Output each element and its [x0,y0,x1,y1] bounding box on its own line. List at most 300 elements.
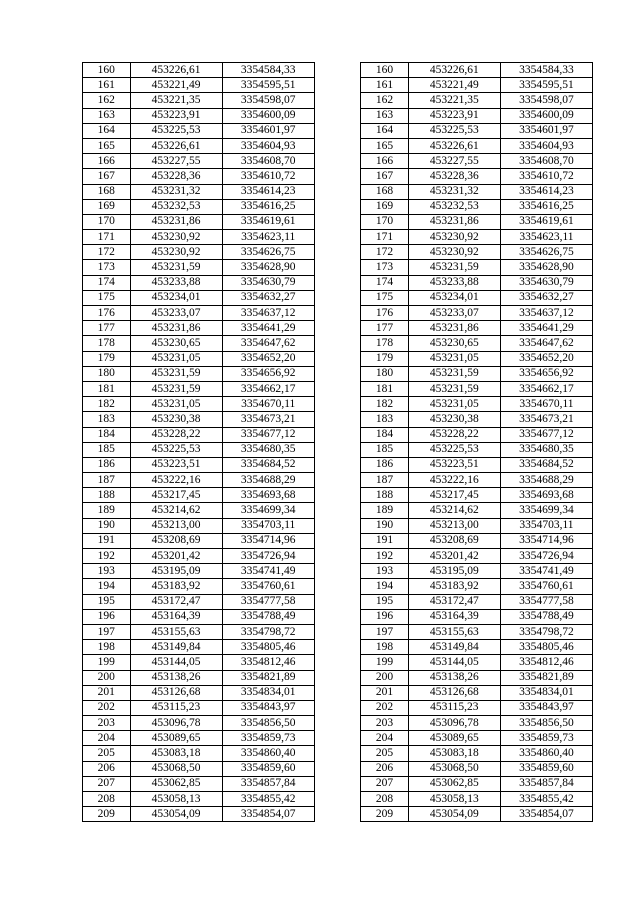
left-y-coordinate: 3354600,09 [222,108,314,123]
table-row [83,78,593,93]
right-point-number: 179 [361,351,409,366]
left-y-coordinate: 3354637,12 [222,306,314,321]
left-y-coordinate: 3354601,97 [222,123,314,138]
left-point-number: 178 [83,336,131,351]
right-x-coordinate: 453058,13 [408,792,500,807]
right-point-number: 177 [361,321,409,336]
left-x-coordinate: 453144,05 [130,655,222,670]
coordinate-table [82,62,593,822]
right-y-coordinate: 3354600,09 [500,108,592,123]
right-x-coordinate: 453230,92 [408,245,500,260]
right-point-number: 167 [361,169,409,184]
right-x-coordinate: 453213,00 [408,518,500,533]
table-row [83,427,593,442]
left-point-number: 167 [83,169,131,184]
column-gap [314,792,361,807]
table-row [83,746,593,761]
column-gap [314,381,361,396]
right-point-number: 198 [361,640,409,655]
table-row [83,761,593,776]
right-point-number: 196 [361,609,409,624]
left-point-number: 168 [83,184,131,199]
right-point-number: 190 [361,518,409,533]
right-x-coordinate: 453231,05 [408,397,500,412]
left-y-coordinate: 3354703,11 [222,518,314,533]
column-gap [314,609,361,624]
right-y-coordinate: 3354798,72 [500,624,592,639]
right-x-coordinate: 453225,53 [408,123,500,138]
left-x-coordinate: 453054,09 [130,807,222,822]
left-x-coordinate: 453172,47 [130,594,222,609]
table-row [83,700,593,715]
left-x-coordinate: 453155,63 [130,624,222,639]
left-y-coordinate: 3354619,61 [222,214,314,229]
right-point-number: 204 [361,731,409,746]
table-row [83,245,593,260]
right-x-coordinate: 453230,38 [408,412,500,427]
left-point-number: 204 [83,731,131,746]
right-x-coordinate: 453096,78 [408,716,500,731]
right-point-number: 183 [361,412,409,427]
right-x-coordinate: 453231,32 [408,184,500,199]
left-x-coordinate: 453231,86 [130,214,222,229]
left-point-number: 207 [83,776,131,791]
left-point-number: 206 [83,761,131,776]
left-y-coordinate: 3354647,62 [222,336,314,351]
right-y-coordinate: 3354684,52 [500,457,592,472]
table-row [83,214,593,229]
right-point-number: 176 [361,306,409,321]
right-point-number: 168 [361,184,409,199]
right-y-coordinate: 3354584,33 [500,63,592,78]
right-y-coordinate: 3354637,12 [500,306,592,321]
right-y-coordinate: 3354673,21 [500,412,592,427]
left-y-coordinate: 3354798,72 [222,624,314,639]
table-row [83,381,593,396]
column-gap [314,397,361,412]
left-point-number: 162 [83,93,131,108]
right-point-number: 201 [361,685,409,700]
right-point-number: 202 [361,700,409,715]
right-point-number: 163 [361,108,409,123]
right-y-coordinate: 3354703,11 [500,518,592,533]
right-x-coordinate: 453231,59 [408,260,500,275]
right-y-coordinate: 3354788,49 [500,609,592,624]
right-point-number: 180 [361,366,409,381]
right-point-number: 192 [361,549,409,564]
right-point-number: 175 [361,290,409,305]
right-point-number: 207 [361,776,409,791]
right-point-number: 166 [361,154,409,169]
left-y-coordinate: 3354688,29 [222,473,314,488]
left-point-number: 160 [83,63,131,78]
left-y-coordinate: 3354714,96 [222,533,314,548]
right-x-coordinate: 453217,45 [408,488,500,503]
right-point-number: 169 [361,199,409,214]
column-gap [314,716,361,731]
right-point-number: 160 [361,63,409,78]
right-point-number: 188 [361,488,409,503]
left-point-number: 187 [83,473,131,488]
table-row [83,609,593,624]
column-gap [314,579,361,594]
right-y-coordinate: 3354623,11 [500,230,592,245]
right-x-coordinate: 453232,53 [408,199,500,214]
left-x-coordinate: 453228,22 [130,427,222,442]
left-y-coordinate: 3354630,79 [222,275,314,290]
table-row [83,199,593,214]
left-x-coordinate: 453231,05 [130,397,222,412]
right-y-coordinate: 3354619,61 [500,214,592,229]
left-x-coordinate: 453233,07 [130,306,222,321]
right-x-coordinate: 453230,65 [408,336,500,351]
right-y-coordinate: 3354855,42 [500,792,592,807]
right-x-coordinate: 453226,61 [408,63,500,78]
column-gap [314,366,361,381]
left-y-coordinate: 3354623,11 [222,230,314,245]
table-row [83,336,593,351]
column-gap [314,700,361,715]
right-point-number: 186 [361,457,409,472]
left-point-number: 198 [83,640,131,655]
right-y-coordinate: 3354777,58 [500,594,592,609]
right-y-coordinate: 3354610,72 [500,169,592,184]
table-row [83,731,593,746]
left-point-number: 188 [83,488,131,503]
table-row [83,473,593,488]
left-y-coordinate: 3354610,72 [222,169,314,184]
left-x-coordinate: 453227,55 [130,154,222,169]
column-gap [314,655,361,670]
left-point-number: 209 [83,807,131,822]
right-x-coordinate: 453231,86 [408,214,500,229]
right-x-coordinate: 453230,92 [408,230,500,245]
column-gap [314,351,361,366]
left-x-coordinate: 453138,26 [130,670,222,685]
right-y-coordinate: 3354688,29 [500,473,592,488]
column-gap [314,503,361,518]
table-row [83,776,593,791]
left-y-coordinate: 3354652,20 [222,351,314,366]
left-x-coordinate: 453223,91 [130,108,222,123]
table-row [83,397,593,412]
left-y-coordinate: 3354584,33 [222,63,314,78]
left-x-coordinate: 453231,59 [130,366,222,381]
right-x-coordinate: 453164,39 [408,609,500,624]
left-x-coordinate: 453230,65 [130,336,222,351]
right-point-number: 206 [361,761,409,776]
table-row [83,275,593,290]
table-row [83,655,593,670]
left-x-coordinate: 453214,62 [130,503,222,518]
column-gap [314,321,361,336]
left-x-coordinate: 453222,16 [130,473,222,488]
column-gap [314,260,361,275]
right-y-coordinate: 3354857,84 [500,776,592,791]
left-x-coordinate: 453232,53 [130,199,222,214]
left-point-number: 179 [83,351,131,366]
left-x-coordinate: 453195,09 [130,564,222,579]
table-row [83,169,593,184]
left-x-coordinate: 453226,61 [130,63,222,78]
left-y-coordinate: 3354641,29 [222,321,314,336]
right-point-number: 193 [361,564,409,579]
table-row [83,518,593,533]
right-x-coordinate: 453227,55 [408,154,500,169]
right-x-coordinate: 453083,18 [408,746,500,761]
right-y-coordinate: 3354626,75 [500,245,592,260]
left-x-coordinate: 453223,51 [130,457,222,472]
table-row [83,306,593,321]
table-row [83,366,593,381]
right-x-coordinate: 453226,61 [408,138,500,153]
column-gap [314,306,361,321]
left-point-number: 164 [83,123,131,138]
left-y-coordinate: 3354812,46 [222,655,314,670]
table-row [83,230,593,245]
table-row [83,685,593,700]
right-y-coordinate: 3354614,23 [500,184,592,199]
table-row [83,792,593,807]
right-y-coordinate: 3354714,96 [500,533,592,548]
right-y-coordinate: 3354641,29 [500,321,592,336]
right-y-coordinate: 3354856,50 [500,716,592,731]
left-x-coordinate: 453217,45 [130,488,222,503]
left-x-coordinate: 453149,84 [130,640,222,655]
right-y-coordinate: 3354693,68 [500,488,592,503]
left-y-coordinate: 3354626,75 [222,245,314,260]
right-x-coordinate: 453089,65 [408,731,500,746]
left-y-coordinate: 3354595,51 [222,78,314,93]
left-y-coordinate: 3354662,17 [222,381,314,396]
left-point-number: 186 [83,457,131,472]
right-point-number: 195 [361,594,409,609]
right-y-coordinate: 3354834,01 [500,685,592,700]
right-x-coordinate: 453214,62 [408,503,500,518]
left-point-number: 174 [83,275,131,290]
right-y-coordinate: 3354670,11 [500,397,592,412]
left-y-coordinate: 3354684,52 [222,457,314,472]
table-row [83,533,593,548]
right-point-number: 173 [361,260,409,275]
column-gap [314,776,361,791]
right-point-number: 208 [361,792,409,807]
left-x-coordinate: 453083,18 [130,746,222,761]
right-y-coordinate: 3354726,94 [500,549,592,564]
right-point-number: 171 [361,230,409,245]
right-x-coordinate: 453223,51 [408,457,500,472]
right-y-coordinate: 3354805,46 [500,640,592,655]
table-row [83,503,593,518]
left-y-coordinate: 3354855,42 [222,792,314,807]
table-row [83,321,593,336]
right-x-coordinate: 453231,59 [408,366,500,381]
left-x-coordinate: 453230,92 [130,245,222,260]
column-gap [314,93,361,108]
column-gap [314,108,361,123]
column-gap [314,594,361,609]
left-y-coordinate: 3354614,23 [222,184,314,199]
right-y-coordinate: 3354628,90 [500,260,592,275]
right-point-number: 189 [361,503,409,518]
left-point-number: 192 [83,549,131,564]
table-row [83,412,593,427]
column-gap [314,473,361,488]
table-row [83,594,593,609]
right-y-coordinate: 3354741,49 [500,564,592,579]
left-point-number: 166 [83,154,131,169]
left-x-coordinate: 453231,59 [130,381,222,396]
right-point-number: 181 [361,381,409,396]
left-y-coordinate: 3354859,60 [222,761,314,776]
left-point-number: 171 [83,230,131,245]
column-gap [314,533,361,548]
right-point-number: 162 [361,93,409,108]
left-y-coordinate: 3354805,46 [222,640,314,655]
right-y-coordinate: 3354860,40 [500,746,592,761]
left-x-coordinate: 453230,38 [130,412,222,427]
right-x-coordinate: 453068,50 [408,761,500,776]
left-point-number: 180 [83,366,131,381]
left-point-number: 205 [83,746,131,761]
right-x-coordinate: 453126,68 [408,685,500,700]
right-y-coordinate: 3354760,61 [500,579,592,594]
column-gap [314,624,361,639]
right-y-coordinate: 3354601,97 [500,123,592,138]
left-x-coordinate: 453201,42 [130,549,222,564]
right-x-coordinate: 453234,01 [408,290,500,305]
column-gap [314,427,361,442]
column-gap [314,123,361,138]
left-y-coordinate: 3354859,73 [222,731,314,746]
right-y-coordinate: 3354854,07 [500,807,592,822]
left-point-number: 201 [83,685,131,700]
left-y-coordinate: 3354680,35 [222,442,314,457]
right-y-coordinate: 3354656,92 [500,366,592,381]
left-x-coordinate: 453208,69 [130,533,222,548]
right-point-number: 174 [361,275,409,290]
right-y-coordinate: 3354595,51 [500,78,592,93]
right-y-coordinate: 3354630,79 [500,275,592,290]
left-x-coordinate: 453231,86 [130,321,222,336]
left-x-coordinate: 453221,49 [130,78,222,93]
left-point-number: 200 [83,670,131,685]
right-point-number: 170 [361,214,409,229]
right-x-coordinate: 453231,59 [408,381,500,396]
left-point-number: 165 [83,138,131,153]
right-x-coordinate: 453231,86 [408,321,500,336]
right-y-coordinate: 3354699,34 [500,503,592,518]
left-y-coordinate: 3354598,07 [222,93,314,108]
left-point-number: 161 [83,78,131,93]
right-x-coordinate: 453233,88 [408,275,500,290]
right-y-coordinate: 3354647,62 [500,336,592,351]
right-point-number: 164 [361,123,409,138]
column-gap [314,807,361,822]
left-x-coordinate: 453231,05 [130,351,222,366]
table-row [83,138,593,153]
table-row [83,63,593,78]
right-point-number: 199 [361,655,409,670]
table-row [83,442,593,457]
right-point-number: 172 [361,245,409,260]
right-y-coordinate: 3354632,27 [500,290,592,305]
left-x-coordinate: 453068,50 [130,761,222,776]
left-y-coordinate: 3354834,01 [222,685,314,700]
right-point-number: 209 [361,807,409,822]
right-x-coordinate: 453231,05 [408,351,500,366]
left-y-coordinate: 3354677,12 [222,427,314,442]
left-point-number: 176 [83,306,131,321]
right-x-coordinate: 453201,42 [408,549,500,564]
left-y-coordinate: 3354821,89 [222,670,314,685]
column-gap [314,275,361,290]
column-gap [314,457,361,472]
table-row [83,624,593,639]
left-point-number: 172 [83,245,131,260]
left-y-coordinate: 3354843,97 [222,700,314,715]
table-row [83,488,593,503]
column-gap [314,154,361,169]
table-row [83,564,593,579]
left-y-coordinate: 3354788,49 [222,609,314,624]
left-x-coordinate: 453233,88 [130,275,222,290]
left-y-coordinate: 3354854,07 [222,807,314,822]
right-y-coordinate: 3354843,97 [500,700,592,715]
left-y-coordinate: 3354604,93 [222,138,314,153]
left-y-coordinate: 3354693,68 [222,488,314,503]
right-x-coordinate: 453208,69 [408,533,500,548]
left-x-coordinate: 453089,65 [130,731,222,746]
left-point-number: 194 [83,579,131,594]
right-y-coordinate: 3354608,70 [500,154,592,169]
right-point-number: 205 [361,746,409,761]
left-point-number: 170 [83,214,131,229]
left-point-number: 177 [83,321,131,336]
left-y-coordinate: 3354670,11 [222,397,314,412]
table-row [83,351,593,366]
left-point-number: 191 [83,533,131,548]
right-x-coordinate: 453155,63 [408,624,500,639]
right-point-number: 203 [361,716,409,731]
right-point-number: 197 [361,624,409,639]
coordinate-document [82,62,593,822]
table-row [83,108,593,123]
right-x-coordinate: 453195,09 [408,564,500,579]
left-y-coordinate: 3354857,84 [222,776,314,791]
right-y-coordinate: 3354598,07 [500,93,592,108]
column-gap [314,214,361,229]
column-gap [314,518,361,533]
right-y-coordinate: 3354616,25 [500,199,592,214]
table-row [83,716,593,731]
right-x-coordinate: 453062,85 [408,776,500,791]
right-x-coordinate: 453221,49 [408,78,500,93]
column-gap [314,761,361,776]
left-point-number: 202 [83,700,131,715]
column-gap [314,184,361,199]
right-y-coordinate: 3354652,20 [500,351,592,366]
right-point-number: 165 [361,138,409,153]
table-row [83,579,593,594]
left-y-coordinate: 3354699,34 [222,503,314,518]
column-gap [314,199,361,214]
column-gap [314,245,361,260]
table-row [83,154,593,169]
column-gap [314,290,361,305]
left-y-coordinate: 3354632,27 [222,290,314,305]
right-y-coordinate: 3354662,17 [500,381,592,396]
